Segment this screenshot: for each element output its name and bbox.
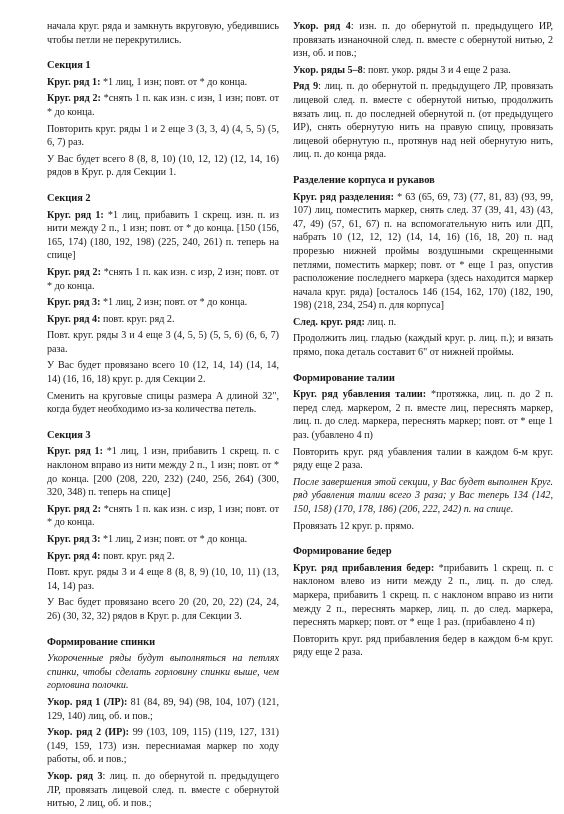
hip-shaping-heading: Формирование бедер — [293, 546, 392, 558]
row-text: *протяжка, лиц. п. до 2 п. перед след. маркером, 2 п. вместе лиц, переснять маркер, лиц. п. до след. маркера, переснять маркер; повт. от * еще 1 раз. (убавлено 4 п) — [293, 389, 553, 442]
waist-note: После завершения этой секции, у Вас будет выполнен Круг. ряд убавления талии всего 3 раза; у Вас теперь 134 (142, 150, 158) (170, 178, 186) (206, 222, 242) п. на спице. — [293, 476, 553, 515]
section-2-heading: Секция 2 — [47, 192, 91, 204]
s2-row-2 — [47, 266, 279, 293]
row-text: повт. круг. ряд 2. — [100, 313, 175, 325]
row-label: Круг. ряд 2: — [47, 266, 101, 278]
s1-total: У Вас будет всего 8 (8, 8, 10) (10, 12, 12) (12, 14, 16) рядов в Круг. р. для Секции 1. — [47, 153, 279, 179]
s2-repeat: Повт. круг. ряды 3 и 4 еще 3 (4, 5, 5) (5, 5, 6) (6, 6, 7) раза. — [47, 330, 279, 355]
row-text: 81 (84, 89, 94) (98, 104, 107) (121, 129, 140) лиц, об. и пов.; — [47, 696, 279, 722]
row-text: *1 лиц, 2 изн; повт. от * до конца. — [100, 297, 248, 309]
row-text: *прибавить 1 скрещ. п. с наклоном влево из нити между 2 п., лиц. п. до след. маркера, прибавить 1 скрещ. п. с наклоном вправо из нити между 2 п., переснять маркер, лиц. п. до след. маркера, переснять маркер; повт. от * еще 1 раз. (прибавлено 4 п) — [293, 562, 553, 629]
short-rows-5-8 — [293, 64, 553, 78]
s3-row-2 — [47, 503, 279, 530]
short-row-2 — [47, 726, 279, 767]
row-label: Круг. ряд 1: — [47, 446, 103, 458]
short-row-1 — [47, 696, 279, 723]
back-shaping-heading: Формирование спинки — [47, 636, 156, 648]
row-text: *1 лиц, 1 изн, прибавить 1 скрещ. п. с наклоном вправо из нити между 2 п., 1 изн; повт. от * до конца. [200 (208, 220, 232) (240, 256, 264) (300, 320, 348) п. теперь на спице] — [47, 446, 280, 499]
row-label: Укор. ряд 2 (ИР): — [47, 727, 130, 739]
hip-increase-row — [293, 562, 553, 630]
row-label: Круг. ряд 1: — [47, 76, 101, 88]
s2-row-3 — [47, 296, 279, 310]
row-label: Ряд 9 — [293, 81, 319, 93]
s3-row-3 — [47, 533, 279, 547]
row-label: Круг. ряд 3: — [47, 297, 101, 309]
row-label: Круг. ряд 4: — [47, 313, 101, 325]
next-row — [293, 316, 553, 330]
s3-total: У Вас будет провязано всего 20 (20, 20, 22) (24, 24, 26) (30, 32, 32) рядов в Круг. р. для Секции 3. — [47, 597, 279, 622]
back-shaping-note: Укороченные ряды будут выполняться на петлях спинки, чтобы сделать горловину спинки выше, чем горловина полочки. — [47, 653, 279, 692]
row-label: След. круг. ряд: — [293, 316, 365, 328]
s2-change-needles: Сменить на круговые спицы размера A длиной 32", когда будет необходимо из-за количества петель. — [47, 390, 279, 416]
s1-repeat: Повторить круг. ряды 1 и 2 еще 3 (3, 3, 4) (4, 5, 5) (5, 6, 7) раз. — [47, 123, 279, 149]
s1-row-2 — [47, 92, 279, 119]
row-text: *снять 1 п. как изн. с изр, 1 изн; повт. от * до конца. — [47, 503, 279, 529]
row-text: 99 (103, 109, 115) (119, 127, 131) (149, 159, 173) изн. пересниамая маркер по ходу работы, об. и пов.; — [47, 727, 279, 766]
row-label: Укор. ряд 1 (ЛР): — [47, 696, 128, 708]
waist-repeat: Повторить круг. ряд убавления талии в каждом 6-м круг. ряду еще 2 раза. — [293, 446, 553, 472]
row-text: *1 лиц, 2 изн; повт. от * до конца. — [100, 534, 248, 545]
section-1-heading: Секция 1 — [47, 60, 91, 72]
row-label: Укор. ряды 5–8 — [293, 64, 363, 76]
row-text: *снять 1 п. как изн. с изн, 1 изн; повт. от * до конца. — [47, 93, 280, 118]
row-text: повт. круг. ряд 2. — [100, 550, 175, 562]
hip-repeat: Повторить круг. ряд прибавления бедер в каждом 6-м круг. ряду еще 2 раза. — [293, 633, 553, 659]
row-label: Укор. ряд 3 — [47, 770, 103, 782]
short-row-3 — [47, 770, 279, 811]
row-label: Круг. ряд разделения: — [293, 191, 394, 203]
continue-paragraph: Продолжить лиц. гладью (каждый круг. р. лиц. п.); и вязать прямо, пока деталь составит 6" от нижней проймы. — [293, 333, 553, 359]
short-row-4 — [293, 20, 553, 61]
row-label: Круг. ряд 2: — [47, 503, 101, 515]
s3-row-1 — [47, 445, 279, 499]
row-label: Укор. ряд 4 — [293, 21, 351, 32]
row-text: : лиц. п. до обернутой п. предыдущего ЛР, провязать лицевой след. п. вместе с обернутой нитью, 2 лиц, об. и пов.; — [47, 770, 279, 810]
row-9 — [293, 80, 553, 162]
intro-paragraph: начала круг. ряда и замкнуть вкруговую, убедившись чтобы петли не перекрутились. — [47, 21, 279, 46]
row-text: * 63 (65, 69, 73) (77, 81, 83) (93, 99, 107) лиц, поместить маркер, снять след. 37 (39, 41, 43) (43, 47, 49) (57, 61, 67) п. на вспомогательную нить или ДП, набрать 10 (12, 12, 12) (14, 14, 16) (16, 18, 20) п. над прорезью нижней проймы воздушными скрещенными петлями, поместить маркер; повт. от * еще 1 раз, опустив расположение последнего маркера (здесь находится маркер начала круг. ряда) [осталось 146 (154, 162, 170) (182, 190, 198) (218, 234, 254) п. для корпуса] — [293, 191, 553, 312]
s2-row-1 — [47, 209, 279, 263]
split-row — [293, 191, 553, 313]
row-text: лиц. п. — [364, 316, 397, 328]
row-text: : повт. укор. ряды 3 и 4 еще 2 раза. — [362, 64, 511, 76]
row-label: Круг. ряд прибавления бедер: — [293, 562, 435, 574]
waist-decrease-row — [293, 388, 553, 442]
right-column — [293, 20, 553, 792]
row-label: Круг. ряд 4: — [47, 550, 101, 562]
row-label: Круг. ряд 3: — [47, 534, 101, 545]
row-text: *1 лиц, 1 изн; повт. от * до конца. — [100, 76, 248, 88]
s3-row-4 — [47, 550, 279, 564]
row-text: *снять 1 п. как изн. с изр, 2 изн; повт. от * до конца. — [47, 266, 279, 292]
s2-total: У Вас будет провязано всего 10 (12, 14, 14) (14, 14, 14) (16, 16, 18) круг. р. для Секции 2. — [47, 360, 279, 386]
waist-knit-straight: Провязать 12 круг. р. прямо. — [293, 520, 415, 532]
row-text: *1 лиц, прибавить 1 скрещ. изн. п. из нити между 2 п., 1 изн; повт. от * до конца. [150 (156, 165, 174) (180, 192, 198) (225, 240, 261) п. теперь на спице] — [47, 209, 279, 262]
row-text: : изн. п. до обернутой п. предыдущего ИР, провязать изнаночной след. п. вместе с обернутой нитью, 2 изн, об. и пов.; — [293, 21, 553, 60]
s1-row-1 — [47, 76, 279, 90]
row-label: Круг. ряд 1: — [47, 209, 104, 221]
row-label: Круг. ряд 2: — [47, 93, 101, 105]
body-sleeve-split-heading: Разделение корпуса и рукавов — [293, 174, 435, 186]
waist-shaping-heading: Формирование талии — [293, 372, 395, 384]
row-label: Круг. ряд убавления талии: — [293, 389, 427, 401]
row-text: : лиц. п. до обернутой п. предыдущего ЛР, провязать лицевой след. п. вместе с обернутой нитью, продолжить вязать лиц. п. до последней обернутой п. (от предыдущего ИР), снять обернутую нить на правую спицу, провязать лицевой обернутую п., протянув над ней обернутую нить, лиц. п. до конца ряда. — [293, 81, 553, 161]
left-column — [47, 20, 279, 814]
section-3-heading: Секция 3 — [47, 429, 91, 441]
s3-repeat: Повт. круг. ряды 3 и 4 еще 8 (8, 8, 9) (10, 10, 11) (13, 14, 14) раз. — [47, 567, 279, 592]
s2-row-4 — [47, 313, 279, 327]
